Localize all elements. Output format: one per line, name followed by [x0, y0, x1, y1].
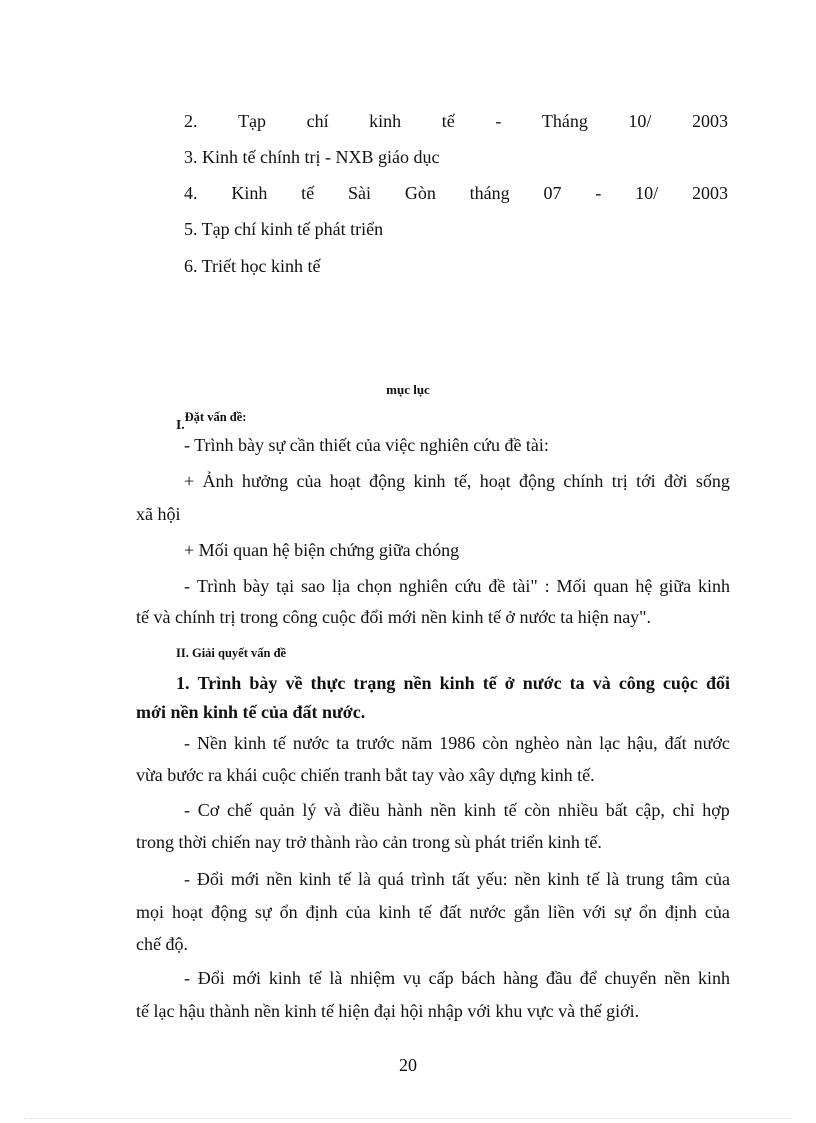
- word: Tạp: [238, 111, 267, 131]
- word: trung: [626, 869, 665, 889]
- word: ở: [504, 673, 515, 693]
- word: hành: [387, 800, 423, 820]
- word: năm: [401, 733, 433, 753]
- word: yếu:: [476, 869, 508, 889]
- word: 2003: [692, 111, 728, 131]
- word: nước: [469, 902, 506, 922]
- section-1-title: Đặt vấn đề:: [184, 410, 247, 424]
- toc-line: + Mối quan hệ biện chứng giữa chóng: [184, 540, 460, 560]
- word: tới: [636, 471, 656, 491]
- word: của: [704, 902, 730, 922]
- word: tế: [301, 183, 315, 203]
- word: nền: [514, 869, 541, 889]
- word: bày: [243, 576, 270, 596]
- section-1-roman: I.: [176, 417, 185, 432]
- word: ổn: [279, 902, 298, 922]
- word: giữa: [659, 576, 692, 596]
- word: Cơ: [197, 800, 220, 820]
- word: định: [305, 902, 338, 922]
- word: đề: [488, 576, 506, 596]
- word: tháng: [469, 183, 510, 203]
- word: trình: [410, 869, 445, 889]
- word: tâm: [671, 869, 699, 889]
- word: tế: [482, 673, 497, 693]
- word: lý: [302, 800, 317, 820]
- word: ta: [569, 673, 585, 693]
- word: động: [210, 902, 247, 922]
- word: trị: [611, 471, 628, 491]
- word: mới: [232, 968, 262, 988]
- paragraph-line: [184, 799, 730, 821]
- word: liền: [547, 902, 575, 922]
- word: -: [184, 800, 190, 820]
- paragraph-line: trong thời chiến nay trở thành rào cản trong sù phát triển kinh tế.: [136, 832, 602, 852]
- word: chỉ: [672, 800, 695, 820]
- word: :: [544, 576, 550, 596]
- word: sao: [301, 576, 326, 596]
- word: mọi: [136, 902, 165, 922]
- word: tế: [418, 902, 432, 922]
- word: -: [184, 733, 190, 753]
- word: ta: [336, 733, 350, 753]
- word: tế: [503, 800, 517, 820]
- word: cứu: [454, 576, 482, 596]
- word: kinh: [268, 968, 301, 988]
- word: quá: [377, 869, 404, 889]
- word: Trình: [196, 576, 237, 596]
- word: Gòn: [404, 183, 436, 203]
- word: nhiệm: [350, 968, 396, 988]
- word: hoạt: [171, 902, 203, 922]
- word: quản: [259, 800, 295, 820]
- word: và: [592, 673, 611, 693]
- word: Đổi: [197, 968, 225, 988]
- word: thực: [310, 673, 346, 693]
- word: hậu,: [627, 733, 658, 753]
- word: 07: [543, 183, 562, 203]
- word: tất: [451, 869, 470, 889]
- word: của: [296, 471, 322, 491]
- subsection-1-heading: [176, 672, 730, 694]
- word: sự: [254, 902, 272, 922]
- word: tế: [441, 111, 455, 131]
- word: nước: [522, 673, 562, 693]
- page-bottom-divider: [24, 1118, 792, 1119]
- word: ổn: [638, 902, 657, 922]
- paragraph-line: [136, 901, 730, 923]
- word: là: [329, 968, 343, 988]
- word: trạng: [353, 673, 396, 693]
- word: mới: [230, 869, 260, 889]
- toc-line: [184, 575, 730, 597]
- word: chọn: [356, 576, 392, 596]
- page-number: 20: [399, 1055, 417, 1075]
- word: tài": [512, 576, 538, 596]
- word: hàng: [503, 968, 539, 988]
- word: tế: [338, 869, 352, 889]
- word: của: [345, 902, 371, 922]
- word: định: [664, 902, 697, 922]
- subsection-1-heading-cont: mới nền kinh tế của đất nước.: [136, 702, 366, 722]
- word: nền: [430, 800, 457, 820]
- section-2-heading: II. Giải quyết vấn đề: [176, 646, 287, 660]
- word: Ảnh: [202, 471, 234, 491]
- word: kinh: [697, 968, 730, 988]
- word: kinh: [233, 733, 266, 753]
- word: Mối: [556, 576, 587, 596]
- word: nghiên: [398, 576, 448, 596]
- reference-item-2: [184, 110, 728, 132]
- word: nền: [266, 869, 293, 889]
- word: động: [369, 471, 406, 491]
- word: 2.: [184, 111, 198, 131]
- word: Nền: [196, 733, 227, 753]
- word: vụ: [402, 968, 421, 988]
- word: để: [579, 968, 597, 988]
- paragraph-line: [184, 732, 730, 754]
- word: Sài: [347, 183, 371, 203]
- word: cuộc: [662, 673, 698, 693]
- word: -: [495, 111, 502, 131]
- word: cập,: [635, 800, 665, 820]
- word: +: [184, 471, 195, 491]
- reference-item-6: 6. Triết học kinh tế: [184, 256, 321, 276]
- word: và: [324, 800, 342, 820]
- word: còn: [482, 733, 509, 753]
- word: đầu: [545, 968, 572, 988]
- word: sống: [695, 471, 730, 491]
- word: 1986: [439, 733, 476, 753]
- paragraph-line: [184, 868, 730, 890]
- toc-line: tế và chính trị trong công cuộc đổi mới nền kinh tế ở nước ta hiện nay".: [136, 607, 652, 627]
- word: kinh: [299, 869, 332, 889]
- word: với: [582, 902, 607, 922]
- word: kinh: [378, 902, 411, 922]
- word: bách: [461, 968, 496, 988]
- word: chí: [306, 111, 329, 131]
- word: nàn: [566, 733, 593, 753]
- word: tế: [586, 869, 600, 889]
- word: công: [618, 673, 655, 693]
- word: Tháng: [541, 111, 588, 131]
- word: chế: [226, 800, 252, 820]
- reference-item-5: 5. Tạp chí kinh tế phát triển: [184, 219, 384, 239]
- toc-title: mục lục: [386, 382, 430, 397]
- word: chuyển: [604, 968, 657, 988]
- word: kinh: [697, 576, 730, 596]
- word: của: [704, 869, 730, 889]
- word: 1.: [176, 673, 190, 693]
- word: nước: [693, 733, 730, 753]
- word: 2003: [691, 183, 728, 203]
- word: lịa: [331, 576, 350, 596]
- word: kinh: [413, 471, 446, 491]
- word: tế: [308, 968, 322, 988]
- paragraph-line: [184, 967, 730, 989]
- word: về: [285, 673, 303, 693]
- word: kinh: [369, 111, 402, 131]
- word: kinh: [439, 673, 475, 693]
- word: quan: [593, 576, 629, 596]
- paragraph-line: chế độ.: [136, 934, 188, 954]
- toc-line: [184, 470, 730, 492]
- word: tế: [272, 733, 286, 753]
- word: nước: [292, 733, 330, 753]
- word: nền: [403, 673, 432, 693]
- word: tế,: [453, 471, 472, 491]
- word: hợp: [702, 800, 730, 820]
- word: đất: [664, 733, 687, 753]
- toc-line: - Trình bày sự cần thiết của việc nghiên cứu đề tài:: [184, 435, 549, 455]
- reference-item-3: 3. Kinh tế chính trị - NXB giáo dục: [184, 147, 440, 167]
- word: kinh: [547, 869, 580, 889]
- word: động: [519, 471, 556, 491]
- word: bày: [249, 673, 278, 693]
- word: sự: [614, 902, 631, 922]
- word: hoạt: [479, 471, 511, 491]
- word: -: [184, 869, 190, 889]
- word: trước: [356, 733, 395, 753]
- word: là: [606, 869, 620, 889]
- word: hệ: [635, 576, 653, 596]
- word: là: [357, 869, 371, 889]
- word: đời: [663, 471, 688, 491]
- word: hoạt: [329, 471, 361, 491]
- toc-line: xã hội: [136, 504, 181, 524]
- word: gắn: [513, 902, 540, 922]
- word: Đổi: [196, 869, 224, 889]
- word: Trình: [197, 673, 242, 693]
- word: chính: [563, 471, 604, 491]
- word: 10/: [628, 111, 652, 131]
- word: đổi: [705, 673, 730, 693]
- paragraph-line: tế lạc hậu thành nền kinh tế hiện đại hội nhập với khu vực và thế giới.: [136, 1001, 640, 1021]
- word: còn: [524, 800, 551, 820]
- word: đất: [439, 902, 462, 922]
- word: 4.: [184, 183, 198, 203]
- word: nền: [664, 968, 691, 988]
- word: hưởng: [241, 471, 289, 491]
- section-1-heading: [176, 404, 247, 432]
- word: -: [184, 576, 190, 596]
- paragraph-line: vừa bước ra khái cuộc chiến tranh bắt tay vào xây dựng kinh tế.: [136, 765, 595, 785]
- word: -: [184, 968, 190, 988]
- reference-item-4: [184, 182, 728, 204]
- word: bất: [605, 800, 628, 820]
- word: nghèo: [515, 733, 560, 753]
- word: kinh: [463, 800, 496, 820]
- word: -: [595, 183, 602, 203]
- word: lạc: [599, 733, 621, 753]
- word: Kinh: [231, 183, 268, 203]
- word: tại: [276, 576, 295, 596]
- word: điều: [348, 800, 380, 820]
- word: nhiều: [557, 800, 598, 820]
- word: 10/: [635, 183, 659, 203]
- word: cấp: [428, 968, 454, 988]
